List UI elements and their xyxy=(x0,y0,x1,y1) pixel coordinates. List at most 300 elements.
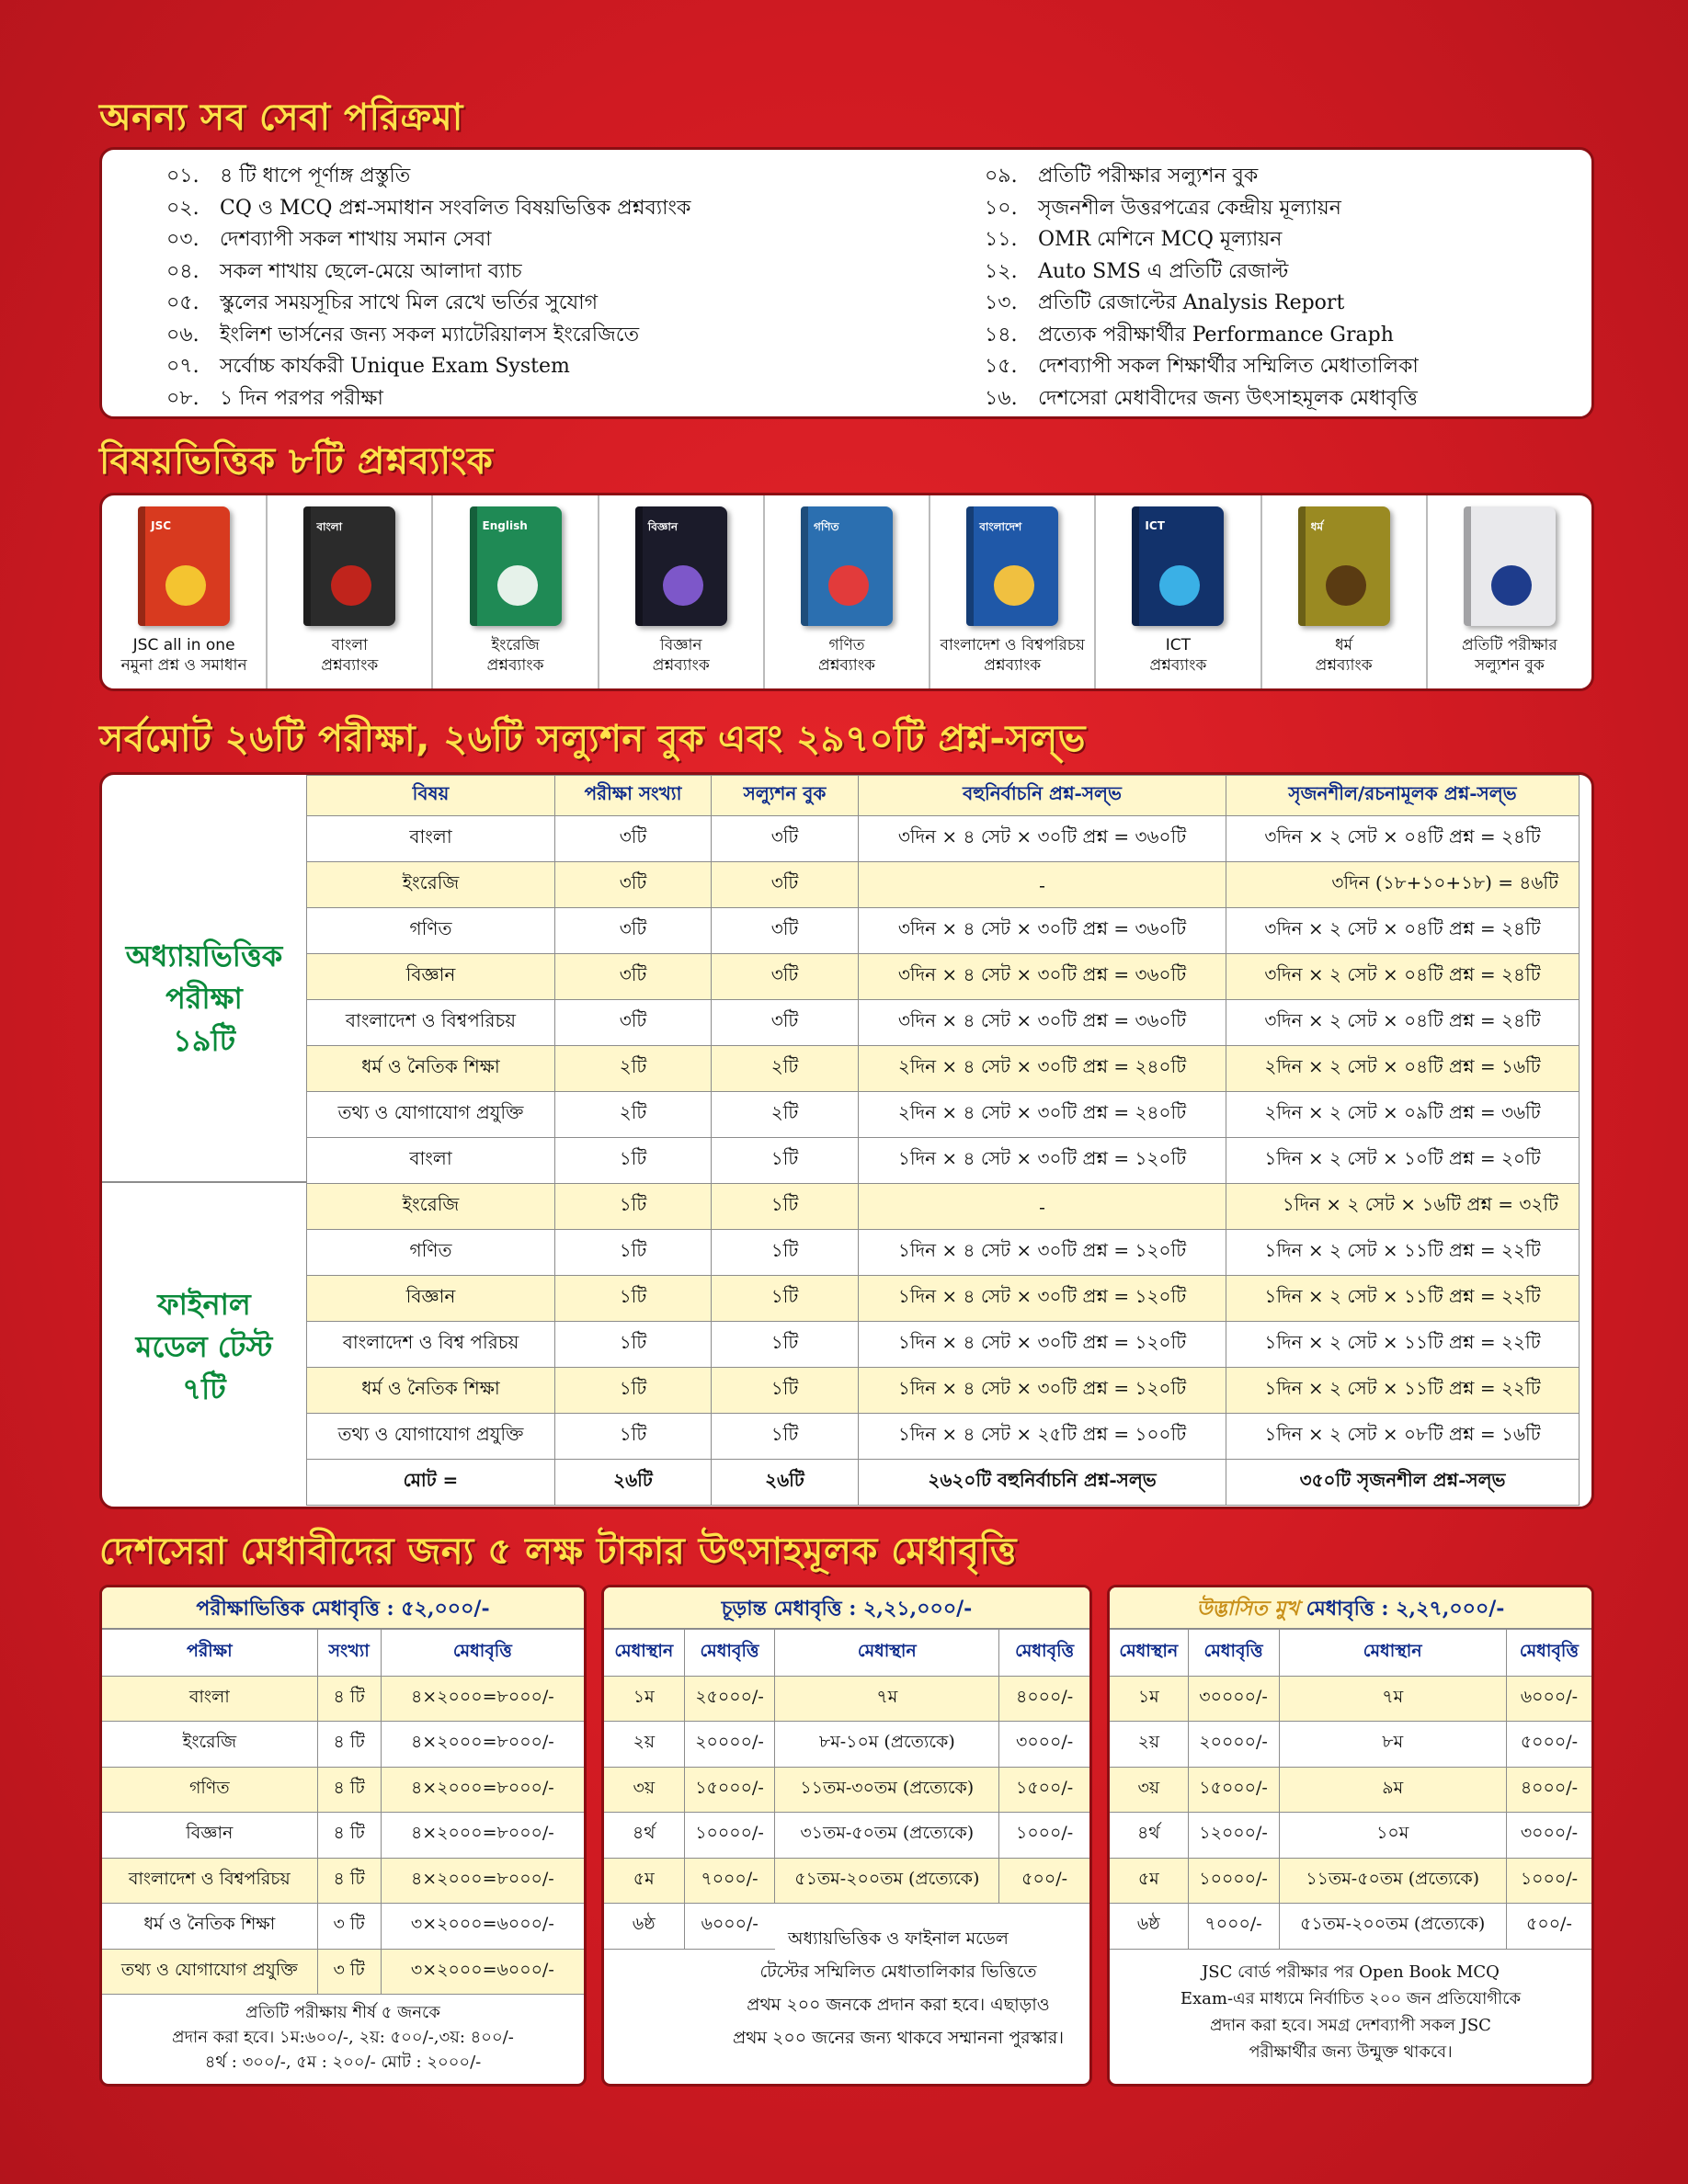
note-line: প্রদান করা হবে। ১ম:৬০০/-, ২য়: ৫০০/-,৩য়: ৪০০/- xyxy=(172,2028,514,2047)
exam-cell: ১দিন × ২ সেট × ১১টি প্রশ্ন = ২২টি xyxy=(1226,1368,1580,1414)
bank-caption-line2: সল্যুশন বুক xyxy=(1474,656,1545,675)
final-model-label xyxy=(102,1183,306,1509)
exam-cell: ৩দিন × ৪ সেট × ৩০টি প্রশ্ন = ৩৬০টি xyxy=(859,816,1226,862)
services-box xyxy=(99,147,1594,419)
scholarship-header-row xyxy=(1110,1630,1591,1676)
banks-box xyxy=(99,493,1594,691)
exam-cell: ১টি xyxy=(555,1322,712,1368)
exam-scholarship-table xyxy=(102,1630,584,1995)
side1-line2: পরীক্ষা xyxy=(165,981,243,1016)
exam-cell: ৩দিন × ২ সেট × ০৪টি প্রশ্ন = ২৪টি xyxy=(1226,816,1580,862)
scholarship-header-cell: মেধাবৃত্তি xyxy=(1506,1630,1591,1676)
book-cover-art xyxy=(331,565,371,606)
bank-caption-line2: প্রশ্নব্যাংক xyxy=(652,656,710,675)
exam-row xyxy=(307,862,1580,908)
book-cover-image xyxy=(635,506,727,626)
question-bank-item xyxy=(930,495,1096,688)
bank-caption-line2: প্রশ্নব্যাংক xyxy=(321,656,379,675)
exam-header-cell: বহুনির্বাচনি প্রশ্ন-সল্ভ xyxy=(859,776,1226,816)
exam-cell: ১টি xyxy=(555,1184,712,1230)
exam-cell: ১দিন × ২ সেট × ১১টি প্রশ্ন = ২২টি xyxy=(1226,1276,1580,1322)
scholarship-cell: ৪×২০০০=৮০০০/- xyxy=(381,1813,584,1859)
scholarship-cell: ৪ টি xyxy=(317,1722,381,1768)
scholarship-row xyxy=(1110,1904,1591,1950)
service-number: ১৫. xyxy=(985,355,1018,378)
exam-cell: তথ্য ও যোগাযোগ প্রযুক্তি xyxy=(307,1414,555,1460)
exam-box xyxy=(99,772,1594,1509)
exam-cell: ১দিন × ৪ সেট × ৩০টি প্রশ্ন = ১২০টি xyxy=(859,1138,1226,1184)
scholarship-cell: ৪ টি xyxy=(317,1813,381,1859)
question-bank-item xyxy=(268,495,433,688)
bank-caption xyxy=(321,635,378,676)
scholarship-cell: ১২০০০/- xyxy=(1188,1813,1279,1859)
bank-caption-line1: বাংলাদেশ ও বিশ্বপরিচয় xyxy=(940,636,1085,654)
bank-caption-line1: গণিত xyxy=(828,636,865,654)
exam-cell: ২টি xyxy=(712,1092,859,1138)
exam-cell: ৩টি xyxy=(712,908,859,954)
exam-cell: ৩টি xyxy=(712,816,859,862)
question-bank-item xyxy=(433,495,599,688)
exam-row xyxy=(307,1000,1580,1046)
book-cover-art xyxy=(1326,565,1366,606)
scholarship-cell: ৪ টি xyxy=(317,1858,381,1904)
exam-cell: বাংলা xyxy=(307,1138,555,1184)
bank-caption-line1: ICT xyxy=(1165,636,1192,654)
scholarship-row xyxy=(604,1767,1089,1813)
service-item xyxy=(985,193,1419,225)
scholarship-header-cell: মেধাস্থান xyxy=(775,1630,999,1676)
service-text: দেশসেরা মেধাবীদের জন্য উৎসাহমূলক মেধাবৃত্তি xyxy=(1038,386,1418,410)
side2-line2: মডেল টেস্ট xyxy=(135,1328,273,1364)
book-cover-image xyxy=(1298,506,1390,626)
service-number: ০২. xyxy=(166,196,200,220)
service-item xyxy=(166,224,690,256)
exam-cell: ১টি xyxy=(712,1322,859,1368)
bank-caption-line1: বাংলা xyxy=(331,636,368,654)
service-text: দেশব্যাপী সকল শাখায় সমান সেবা xyxy=(220,228,492,251)
exam-header-cell: সৃজনশীল/রচনামূলক প্রশ্ন-সল্ভ xyxy=(1226,776,1580,816)
scholarship-cell: ৪র্থ xyxy=(604,1813,684,1859)
scholarship-cell: ৫১তম-২০০তম (প্রত্যেকে) xyxy=(1279,1904,1506,1950)
scholarship-cell: ২০০০০/- xyxy=(684,1722,775,1768)
scholarship-cell: ৫০০/- xyxy=(999,1858,1089,1904)
scholarship-cell: ১৫০০/- xyxy=(999,1767,1089,1813)
exam-cell: ৩দিন × ৪ সেট × ৩০টি প্রশ্ন = ৩৬০টি xyxy=(859,1000,1226,1046)
scholarship-cell: ৩য় xyxy=(604,1767,684,1813)
exam-header-cell: বিষয় xyxy=(307,776,555,816)
exam-cell: ১টি xyxy=(555,1368,712,1414)
exam-cell: ধর্ম ও নৈতিক শিক্ষা xyxy=(307,1046,555,1092)
chapter-exam-label xyxy=(102,815,306,1183)
service-text: সকল শাখায় ছেলে-মেয়ে আলাদা ব্যাচ xyxy=(220,259,522,283)
note-line: প্রথম ২০০ জনকে প্রদান করা হবে। এছাড়াও xyxy=(747,1995,1050,2015)
scholarship-row xyxy=(1110,1676,1591,1722)
scholarship-cell: ইংরেজি xyxy=(102,1722,317,1768)
exam-cell: ৩দিন × ২ সেট × ০৪টি প্রশ্ন = ২৪টি xyxy=(1226,1000,1580,1046)
exam-total-cell: মোট = xyxy=(307,1460,555,1506)
note-line: অধ্যায়ভিত্তিক ও ফাইনাল মডেল xyxy=(788,1928,1009,1949)
scholarship-cell: ৪০০০/- xyxy=(1506,1767,1591,1813)
exam-cell: গণিত xyxy=(307,1230,555,1276)
service-text: দেশব্যাপী সকল শিক্ষার্থীর সম্মিলিত মেধাতালিকা xyxy=(1038,355,1419,378)
scholarship-cell: ৫ম xyxy=(1110,1858,1188,1904)
scholarship-cell: বাংলাদেশ ও বিশ্বপরিচয় xyxy=(102,1858,317,1904)
bank-caption-line2: প্রশ্নব্যাংক xyxy=(1149,656,1207,675)
service-item xyxy=(166,320,690,352)
scholarship-cell: ৫ম xyxy=(604,1858,684,1904)
service-item xyxy=(985,224,1419,256)
exam-cell: ২দিন × ২ সেট × ০৯টি প্রশ্ন = ৩৬টি xyxy=(1226,1092,1580,1138)
bank-caption xyxy=(487,635,544,676)
scholarship-row xyxy=(102,1858,584,1904)
service-number: ১২. xyxy=(985,259,1018,283)
question-bank-item xyxy=(1262,495,1428,688)
book-cover-image xyxy=(470,506,562,626)
book-cover-title: বাংলা xyxy=(316,520,343,533)
exam-cell: ১টি xyxy=(712,1184,859,1230)
exam-cell: ৩টি xyxy=(555,816,712,862)
exam-title: সর্বমোট ২৬টি পরীক্ষা, ২৬টি সল্যুশন বুক এবং ২৯৭০টি প্রশ্ন-সল্ভ xyxy=(99,718,1086,760)
scholarship-header-cell: সংখ্যা xyxy=(317,1630,381,1676)
exam-row xyxy=(307,908,1580,954)
exam-header-cell: সল্যুশন বুক xyxy=(712,776,859,816)
service-item xyxy=(985,320,1419,352)
exam-cell: ৩দিন × ৪ সেট × ৩০টি প্রশ্ন = ৩৬০টি xyxy=(859,954,1226,1000)
scholarship-cell: ৩০০০/- xyxy=(1506,1813,1591,1859)
service-number: ১৬. xyxy=(985,386,1018,410)
service-item xyxy=(985,161,1419,193)
book-cover-image xyxy=(138,506,230,626)
exam-cell: ৩টি xyxy=(555,908,712,954)
note-line: প্রদান করা হবে। সমগ্র দেশব্যাপী সকল JSC xyxy=(1210,2015,1491,2035)
service-item xyxy=(985,288,1419,320)
exam-cell: ১দিন × ৪ সেট × ৩০টি প্রশ্ন = ১২০টি xyxy=(859,1322,1226,1368)
scholarship-cell: বাংলা xyxy=(102,1676,317,1722)
exam-cell: ১দিন × ২ সেট × ১১টি প্রশ্ন = ২২টি xyxy=(1226,1230,1580,1276)
service-number: ১০. xyxy=(985,196,1018,220)
scholarship-cell: ৮ম-১০ম (প্রত্যেকে) xyxy=(775,1722,999,1768)
scholarship-cell: ১০০০০/- xyxy=(1188,1858,1279,1904)
scholarship-cell: ১৫০০০/- xyxy=(1188,1767,1279,1813)
exam-header-cell: পরীক্ষা সংখ্যা xyxy=(555,776,712,816)
exam-cell: ২টি xyxy=(555,1092,712,1138)
scholarship-header-cell: পরীক্ষা xyxy=(102,1630,317,1676)
side2-line1: ফাইনাল xyxy=(157,1286,251,1322)
exam-cell: ৩দিন × ২ সেট × ০৪টি প্রশ্ন = ২৪টি xyxy=(1226,908,1580,954)
note-line: Exam-এর মাধ্যমে নির্বাচিত ২০০ জন প্রতিযোগীকে xyxy=(1180,1988,1522,2008)
exam-cell: ৩টি xyxy=(712,862,859,908)
scholarship-row xyxy=(604,1676,1089,1722)
service-text: সৃজনশীল উত্তরপত্রের কেন্দ্রীয় মূল্যায়ন xyxy=(1038,196,1341,220)
exam-cell: ১টি xyxy=(712,1230,859,1276)
book-cover-title: English xyxy=(482,519,528,532)
scholarship-cell: ৭ম xyxy=(1279,1676,1506,1722)
exam-table xyxy=(306,775,1580,1506)
service-number: ০৮. xyxy=(166,386,200,410)
bank-caption-line2: প্রশ্নব্যাংক xyxy=(486,656,544,675)
exam-total-cell: ২৬টি xyxy=(555,1460,712,1506)
note-line: প্রতিটি পরীক্ষায় শীর্ষ ৫ জনকে xyxy=(245,2003,440,2022)
brand-scholarship-title xyxy=(1110,1587,1591,1630)
scholarship-header-cell: মেধাবৃত্তি xyxy=(381,1630,584,1676)
service-number: ০৫. xyxy=(166,291,200,314)
scholarship-cell: ৬০০০/- xyxy=(1506,1676,1591,1722)
exam-row xyxy=(307,1230,1580,1276)
exam-cell: ২দিন × ২ সেট × ০৪টি প্রশ্ন = ১৬টি xyxy=(1226,1046,1580,1092)
scholarship-cell: ১০০০০/- xyxy=(684,1813,775,1859)
final-scholarship-title: চূড়ান্ত মেধাবৃত্তি : ২,২১,০০০/- xyxy=(604,1587,1089,1630)
service-number: ১৩. xyxy=(985,291,1018,314)
scholarship-cell: ৫০০/- xyxy=(1506,1904,1591,1950)
bank-caption xyxy=(121,635,247,676)
brand-scholarship-note xyxy=(1110,1950,1591,2071)
book-cover-art xyxy=(663,565,703,606)
exam-cell: ৩দিন (১৮+১০+১৮) = ৪৬টি xyxy=(1226,862,1580,908)
scholarship-header-cell: মেধাস্থান xyxy=(604,1630,684,1676)
exam-cell: ১টি xyxy=(712,1368,859,1414)
scholarship-cell: ৪র্থ xyxy=(1110,1813,1188,1859)
exam-total-cell: ৩৫০টি সৃজনশীল প্রশ্ন-সল্ভ xyxy=(1226,1460,1580,1506)
brand-scholarship-box xyxy=(1107,1585,1594,2087)
scholarship-cell: ৬০০০/- xyxy=(684,1904,775,1950)
bank-caption-line1: JSC all in one xyxy=(132,636,235,654)
exam-total-row xyxy=(307,1460,1580,1506)
service-item xyxy=(166,383,690,415)
exam-cell: বাংলা xyxy=(307,816,555,862)
scholarship-header-cell: মেধাস্থান xyxy=(1110,1630,1188,1676)
exam-header-row xyxy=(307,776,1580,816)
service-item xyxy=(166,256,690,289)
service-text: প্রতিটি রেজাল্টের Analysis Report xyxy=(1038,291,1345,314)
scholarship-row xyxy=(102,1813,584,1859)
final-scholarship-box xyxy=(601,1585,1092,2087)
exam-cell: ইংরেজি xyxy=(307,1184,555,1230)
scholarship-header-cell: মেধাবৃত্তি xyxy=(684,1630,775,1676)
note-line: পরীক্ষার্থীর জন্য উন্মুক্ত থাকবে। xyxy=(1249,2042,1453,2062)
side1-line3: ১৯টি xyxy=(172,1023,236,1058)
exam-cell: ১দিন × ২ সেট × ১১টি প্রশ্ন = ২২টি xyxy=(1226,1322,1580,1368)
service-item xyxy=(985,383,1419,415)
service-number: ০৭. xyxy=(166,355,200,378)
question-bank-item xyxy=(102,495,268,688)
scholarship-row xyxy=(1110,1813,1591,1859)
exam-cell: ১দিন × ২ সেট × ০৮টি প্রশ্ন = ১৬টি xyxy=(1226,1414,1580,1460)
scholarship-cell: ৫১তম-২০০তম (প্রত্যেকে) xyxy=(775,1858,999,1904)
service-text: প্রতিটি পরীক্ষার সল্যুশন বুক xyxy=(1038,165,1259,188)
book-cover-art xyxy=(994,565,1034,606)
scholarship-cell: ১ম xyxy=(1110,1676,1188,1722)
service-item xyxy=(985,351,1419,383)
scholarship-cell: ৪×২০০০=৮০০০/- xyxy=(381,1722,584,1768)
scholarship-cell: ৮ম xyxy=(1279,1722,1506,1768)
book-cover-title: বিজ্ঞান xyxy=(647,520,679,533)
scholarship-cell: ১১তম-৫০তম (প্রত্যেকে) xyxy=(1279,1858,1506,1904)
service-number: ০৩. xyxy=(166,228,200,251)
scholarship-cell: ২য় xyxy=(604,1722,684,1768)
bank-caption-line2: প্রশ্নব্যাংক xyxy=(818,656,875,675)
scholarship-cell: ৫০০০/- xyxy=(1506,1722,1591,1768)
scholarship-row xyxy=(102,1904,584,1950)
scholarship-cell: তথ্য ও যোগাযোগ প্রযুক্তি xyxy=(102,1949,317,1995)
bank-caption xyxy=(940,635,1084,676)
scholarship-cell: ২৫০০০/- xyxy=(684,1676,775,1722)
question-bank-item xyxy=(1096,495,1261,688)
service-text: ১ দিন পরপর পরীক্ষা xyxy=(220,386,383,410)
exam-cell: ১টি xyxy=(555,1230,712,1276)
question-bank-item xyxy=(1428,495,1591,688)
scholarship-cell: ৪×২০০০=৮০০০/- xyxy=(381,1767,584,1813)
scholarship-header-row xyxy=(102,1630,584,1676)
final-scholarship-table xyxy=(604,1630,1089,1950)
service-item xyxy=(166,288,690,320)
scholarship-cell: ৯ম xyxy=(1279,1767,1506,1813)
service-text: ৪ টি ধাপে পূর্ণাঙ্গ প্রস্তুতি xyxy=(220,165,411,188)
exam-cell: - xyxy=(859,862,1226,908)
scholarship-row xyxy=(102,1767,584,1813)
service-number: ০৬. xyxy=(166,323,200,347)
book-cover-art xyxy=(497,565,538,606)
scholarship-cell: ২য় xyxy=(1110,1722,1188,1768)
services-title: অনন্য সব সেবা পরিক্রমা xyxy=(99,97,463,139)
service-text: Auto SMS এ প্রতিটি রেজাল্ট xyxy=(1038,259,1289,283)
note-line: টেস্টের সম্মিলিত মেধাতালিকার ভিত্তিতে xyxy=(759,1962,1037,1982)
exam-row xyxy=(307,1368,1580,1414)
book-cover-image xyxy=(966,506,1058,626)
exam-cell: ১দিন × ৪ সেট × ৩০টি প্রশ্ন = ১২০টি xyxy=(859,1230,1226,1276)
bank-caption-line2: প্রশ্নব্যাংক xyxy=(984,656,1042,675)
exam-cell: ইংরেজি xyxy=(307,862,555,908)
service-item xyxy=(985,256,1419,289)
scholarship-row xyxy=(102,1949,584,1995)
scholarship-title: দেশসেরা মেধাবীদের জন্য ৫ লক্ষ টাকার উৎসাহমূলক মেধাবৃত্তি xyxy=(99,1530,1017,1573)
bank-caption-line2: নমুনা প্রশ্ন ও সমাধান xyxy=(120,656,247,675)
bank-caption xyxy=(1462,635,1557,676)
book-cover-image xyxy=(1464,506,1556,626)
exam-cell: - xyxy=(859,1184,1226,1230)
scholarship-cell: ৩১তম-৫০তম (প্রত্যেকে) xyxy=(775,1813,999,1859)
exam-cell: বিজ্ঞান xyxy=(307,1276,555,1322)
service-text: প্রত্যেক পরীক্ষার্থীর Performance Graph xyxy=(1038,323,1394,347)
exam-row xyxy=(307,1092,1580,1138)
scholarship-row xyxy=(102,1722,584,1768)
brand-scholarship-amount: মেধাবৃত্তি : ২,২৭,০০০/- xyxy=(1298,1597,1505,1621)
service-text: স্কুলের সময়সূচির সাথে মিল রেখে ভর্তির সুযোগ xyxy=(220,291,599,314)
exam-cell: বাংলাদেশ ও বিশ্ব পরিচয় xyxy=(307,1322,555,1368)
scholarship-cell: ধর্ম ও নৈতিক শিক্ষা xyxy=(102,1904,317,1950)
scholarship-cell: ৩০০০/- xyxy=(999,1722,1089,1768)
exam-cell: গণিত xyxy=(307,908,555,954)
scholarship-cell: ১ম xyxy=(604,1676,684,1722)
exam-scholarship-note xyxy=(102,1995,584,2080)
side1-line1: অধ্যায়ভিত্তিক xyxy=(125,938,283,973)
exam-total-cell: ২৬২০টি বহুনির্বাচনি প্রশ্ন-সল্ভ xyxy=(859,1460,1226,1506)
service-number: ০১. xyxy=(166,165,200,188)
scholarship-header-cell: মেধাবৃত্তি xyxy=(999,1630,1089,1676)
book-cover-art xyxy=(1491,565,1532,606)
exam-cell: ১দিন × ৪ সেট × ৩০টি প্রশ্ন = ১২০টি xyxy=(859,1276,1226,1322)
exam-cell: ৩টি xyxy=(555,1000,712,1046)
book-cover-title: বাংলাদেশ xyxy=(979,520,1022,533)
exam-scholarship-title: পরীক্ষাভিত্তিক মেধাবৃত্তি : ৫২,০০০/- xyxy=(102,1587,584,1630)
scholarship-cell: ৩ টি xyxy=(317,1949,381,1995)
exam-cell: ১টি xyxy=(712,1138,859,1184)
exam-cell: ২দিন × ৪ সেট × ৩০টি প্রশ্ন = ২৪০টি xyxy=(859,1046,1226,1092)
bank-caption-line1: ধর্ম xyxy=(1335,636,1353,654)
service-text: OMR মেশিনে MCQ মূল্যায়ন xyxy=(1038,228,1283,251)
scholarship-cell: ৪×২০০০=৮০০০/- xyxy=(381,1858,584,1904)
question-bank-item xyxy=(599,495,765,688)
scholarship-cell: ১০০০/- xyxy=(999,1813,1089,1859)
exam-total-cell: ২৬টি xyxy=(712,1460,859,1506)
scholarship-cell: ১০০০/- xyxy=(1506,1858,1591,1904)
exam-row xyxy=(307,1046,1580,1092)
exam-row xyxy=(307,954,1580,1000)
bank-caption xyxy=(1316,635,1373,676)
bank-caption xyxy=(1149,635,1206,676)
exam-cell: ৩টি xyxy=(712,954,859,1000)
exam-cell: ১টি xyxy=(555,1276,712,1322)
scholarship-row xyxy=(1110,1858,1591,1904)
scholarship-row xyxy=(102,1676,584,1722)
scholarship-cell: ৩×২০০০=৬০০০/- xyxy=(381,1904,584,1950)
scholarship-cell: ৩য় xyxy=(1110,1767,1188,1813)
book-cover-art xyxy=(165,565,206,606)
exam-cell: ১টি xyxy=(712,1414,859,1460)
banks-title: বিষয়ভিত্তিক ৮টি প্রশ্নব্যাংক xyxy=(99,440,494,483)
bank-caption-line1: প্রতিটি পরীক্ষার xyxy=(1462,636,1557,654)
services-right-list xyxy=(985,161,1419,415)
exam-cell: তথ্য ও যোগাযোগ প্রযুক্তি xyxy=(307,1092,555,1138)
book-cover-title: ICT xyxy=(1145,519,1165,532)
exam-cell: ১টি xyxy=(555,1414,712,1460)
scholarship-cell: ১৫০০০/- xyxy=(684,1767,775,1813)
exam-row xyxy=(307,1138,1580,1184)
scholarship-cell: ৩ টি xyxy=(317,1904,381,1950)
exam-cell: বাংলাদেশ ও বিশ্বপরিচয় xyxy=(307,1000,555,1046)
question-bank-item xyxy=(765,495,930,688)
scholarship-cell: ৩০০০০/- xyxy=(1188,1676,1279,1722)
note-line: প্রথম ২০০ জনের জন্য থাকবে সম্মাননা পুরস্কার। xyxy=(732,2028,1065,2048)
service-text: ইংলিশ ভার্সনের জন্য সকল ম্যাটেরিয়ালস ইংরেজিতে xyxy=(220,323,640,347)
book-cover-image xyxy=(303,506,395,626)
exam-row xyxy=(307,1276,1580,1322)
scholarship-cell: ৩×২০০০=৬০০০/- xyxy=(381,1949,584,1995)
exam-row xyxy=(307,1414,1580,1460)
scholarship-header-row xyxy=(604,1630,1089,1676)
service-number: ০৯. xyxy=(985,165,1018,188)
scholarship-cell: ৬ষ্ঠ xyxy=(1110,1904,1188,1950)
scholarship-header-cell: মেধাবৃত্তি xyxy=(1188,1630,1279,1676)
exam-row xyxy=(307,1184,1580,1230)
scholarship-cell: গণিত xyxy=(102,1767,317,1813)
scholarship-row xyxy=(1110,1722,1591,1768)
scholarship-header-cell: মেধাস্থান xyxy=(1279,1630,1506,1676)
service-item xyxy=(166,161,690,193)
book-cover-image xyxy=(1132,506,1224,626)
scholarship-cell: ১১তম-৩০তম (প্রত্যেকে) xyxy=(775,1767,999,1813)
service-text: CQ ও MCQ প্রশ্ন-সমাধান সংবলিত বিষয়ভিত্তিক প্রশ্নব্যাংক xyxy=(220,196,691,220)
brand-scholarship-table xyxy=(1110,1630,1591,1950)
final-scholarship-note xyxy=(705,1922,1091,2054)
book-cover-title: ধর্ম xyxy=(1310,520,1324,533)
exam-cell: ২দিন × ৪ সেট × ৩০টি প্রশ্ন = ২৪০টি xyxy=(859,1092,1226,1138)
side2-line3: ৭টি xyxy=(182,1371,226,1406)
book-cover-title: JSC xyxy=(151,519,172,532)
bank-caption-line1: বিজ্ঞান xyxy=(659,636,702,654)
scholarship-cell: ২০০০০/- xyxy=(1188,1722,1279,1768)
exam-scholarship-box xyxy=(99,1585,587,2087)
bank-caption xyxy=(653,635,710,676)
